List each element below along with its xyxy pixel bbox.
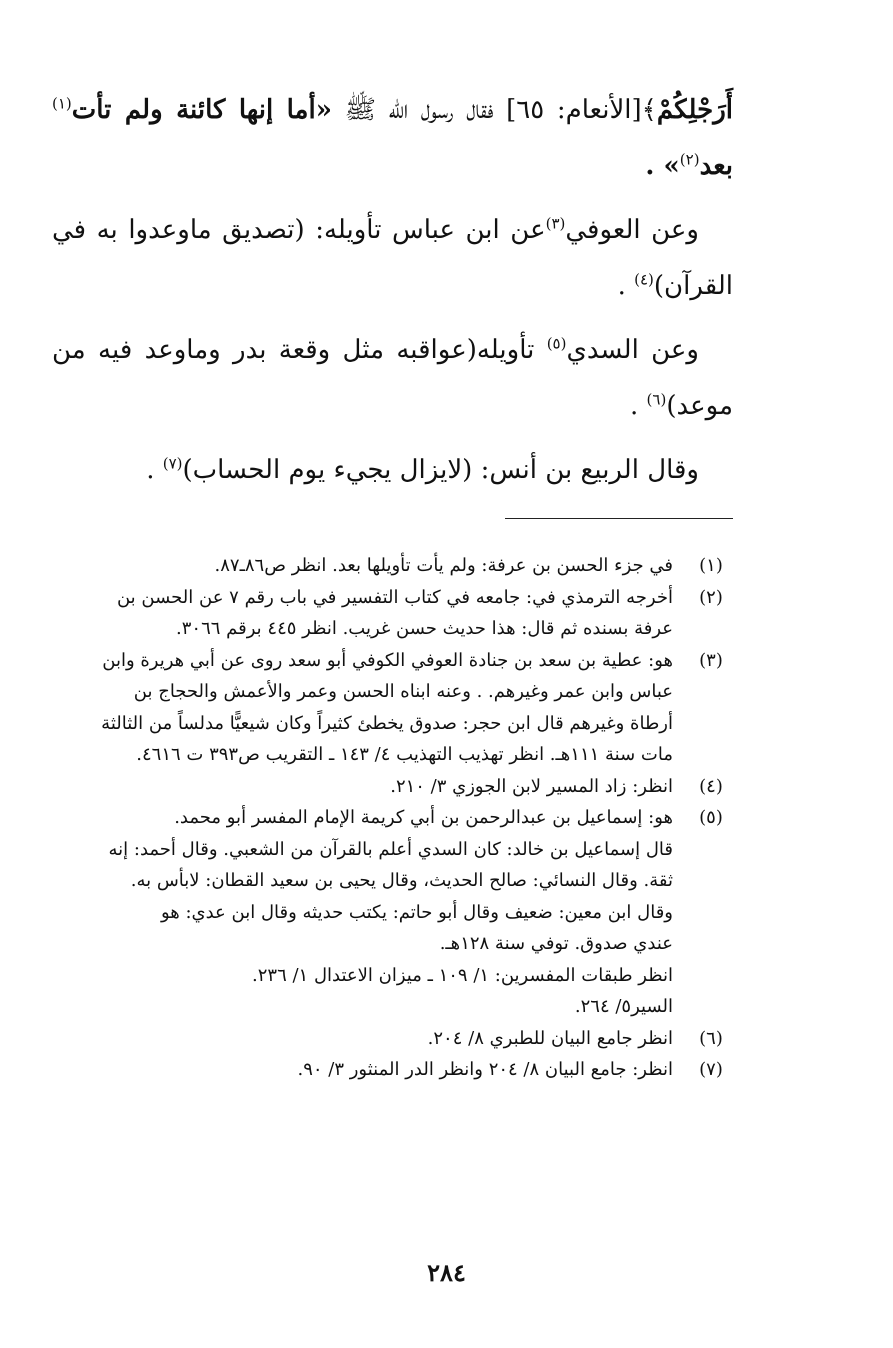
paragraph-3 <box>52 322 733 434</box>
footnote-2 <box>52 582 733 645</box>
footnote-number: (٧) <box>699 1059 723 1080</box>
footnote-separator <box>505 518 733 519</box>
paragraph-3-text-a: وعن السدي <box>566 335 699 365</box>
footnote-5 <box>52 802 733 1023</box>
footnotes <box>52 550 733 1086</box>
footnote-line: عرفة بسنده ثم قال: هذا حديث حسن غريب. انظر ٤٤٥ برقم ٣٠٦٦. <box>176 618 673 639</box>
footnote-number: (٤) <box>699 775 723 797</box>
footnote-ref-7[interactable]: (٧) <box>162 454 183 473</box>
footnote-line: في جزء الحسن بن عرفة: ولم يأت تأويلها بعد. انظر ص٨٦ـ٨٧. <box>214 555 673 576</box>
footnote-ref-2[interactable]: (٢) <box>679 150 700 169</box>
paragraph-4-end: . <box>146 455 163 485</box>
footnote-ref-4[interactable]: (٤) <box>634 270 654 289</box>
quran-reference: ﴾[الأنعام: ٦٥] <box>506 95 657 125</box>
footnote-line: هو: إسماعيل بن عبدالرحمن بن أبي كريمة الإمام المفسر أبو محمد. <box>174 807 673 828</box>
footnote-ref-6[interactable]: (٦) <box>646 390 667 409</box>
footnote-6 <box>52 1023 733 1055</box>
paragraph-2-text-a: وعن العوفي <box>565 215 699 245</box>
footnote-number: (٦) <box>699 1027 723 1049</box>
footnote-7 <box>52 1054 733 1086</box>
footnote-ref-3[interactable]: (٣) <box>545 214 566 233</box>
paragraph-2-text-b: عن ابن عباس تأويله: (تصديق ماوعدوا به في القرآن) <box>52 215 733 301</box>
footnote-line: أرطاة وغيرهم قال ابن حجر: صدوق يخطئ كثيراً وكان شيعيًّا مدلساً من الثالثة <box>101 712 673 734</box>
footnote-line: السير٥/ ٢٦٤. <box>574 996 673 1017</box>
footnote-number: (٥) <box>699 807 723 828</box>
footnote-line: انظر: زاد المسير لابن الجوزي ٣/ ٢١٠. <box>390 775 673 797</box>
footnote-ref-1[interactable]: (١) <box>52 94 72 113</box>
footnote-line: مات سنة ١١١هـ. انظر تهذيب التهذيب ٤/ ١٤٣ ـ التقريب ص٣٩٣ ت ٤٦١٦. <box>136 744 673 765</box>
footnote-line: ثقة. وقال النسائي: صالح الحديث، وقال يحيى بن سعيد القطان: لابأس به. <box>130 870 673 891</box>
footnote-line: هو: عطية بن سعد بن جنادة العوفي الكوفي أبو سعد روى عن أبي هريرة وابن <box>102 649 673 671</box>
paragraph-1-text: فقال رسول الله ﷺ <box>331 95 507 125</box>
quote-close: » . <box>645 151 680 181</box>
footnote-line: انظر: جامع البيان ٨/ ٢٠٤ وانظر الدر المنثور ٣/ ٩٠. <box>297 1059 673 1080</box>
hadith-quote-end: بعد <box>699 151 733 181</box>
paragraph-3-end: . <box>630 391 647 421</box>
paragraph-2-end: . <box>617 271 635 301</box>
footnote-1 <box>52 550 733 582</box>
quran-word: أَرَجْلِكُمْ <box>656 95 733 125</box>
footnote-number: (٢) <box>699 586 723 608</box>
footnote-line: انظر طبقات المفسرين: ١/ ١٠٩ ـ ميزان الاعتدال ١/ ٢٣٦. <box>252 964 673 986</box>
footnote-line: عندي صدوق. توفي سنة ١٢٨هـ. <box>439 933 673 954</box>
footnote-ref-5[interactable]: (٥) <box>546 334 567 353</box>
footnote-line: قال إسماعيل بن خالد: كان السدي أعلم بالقرآن من الشعبي. وقال أحمد: إنه <box>108 838 673 860</box>
footnote-line: انظر جامع البيان للطبري ٨/ ٢٠٤. <box>427 1027 673 1049</box>
footnote-4 <box>52 771 733 803</box>
footnote-line: أخرجه الترمذي في: جامعه في كتاب التفسير في باب رقم ٧ عن الحسن بن <box>116 586 673 608</box>
footnote-number: (١) <box>699 555 723 576</box>
footnote-3 <box>52 645 733 771</box>
paragraph-4 <box>52 442 733 498</box>
footnote-line: عباس وابن عمر وغيرهم. . وعنه ابناه الحسن وعمر والأعمش والحجاج بن <box>133 681 673 702</box>
paragraph-2 <box>52 202 733 314</box>
paragraph-3-text-b: تأويله(عواقبه مثل وقعة بدر وماوعد فيه من موعد) <box>52 335 733 421</box>
hadith-quote: «أما إنها كائنة ولم تأت <box>71 95 332 125</box>
footnote-line: وقال ابن معين: ضعيف وقال أبو حاتم: يكتب حديثه وقال ابن عدي: هو <box>160 901 673 923</box>
footnote-number: (٣) <box>699 649 723 671</box>
paragraph-4-text: وقال الربيع بن أنس: (لايزال يجيء يوم الحساب) <box>182 455 699 485</box>
paragraph-1 <box>52 82 733 194</box>
main-text <box>52 82 733 506</box>
page-number: ٢٨٤ <box>427 1258 466 1287</box>
